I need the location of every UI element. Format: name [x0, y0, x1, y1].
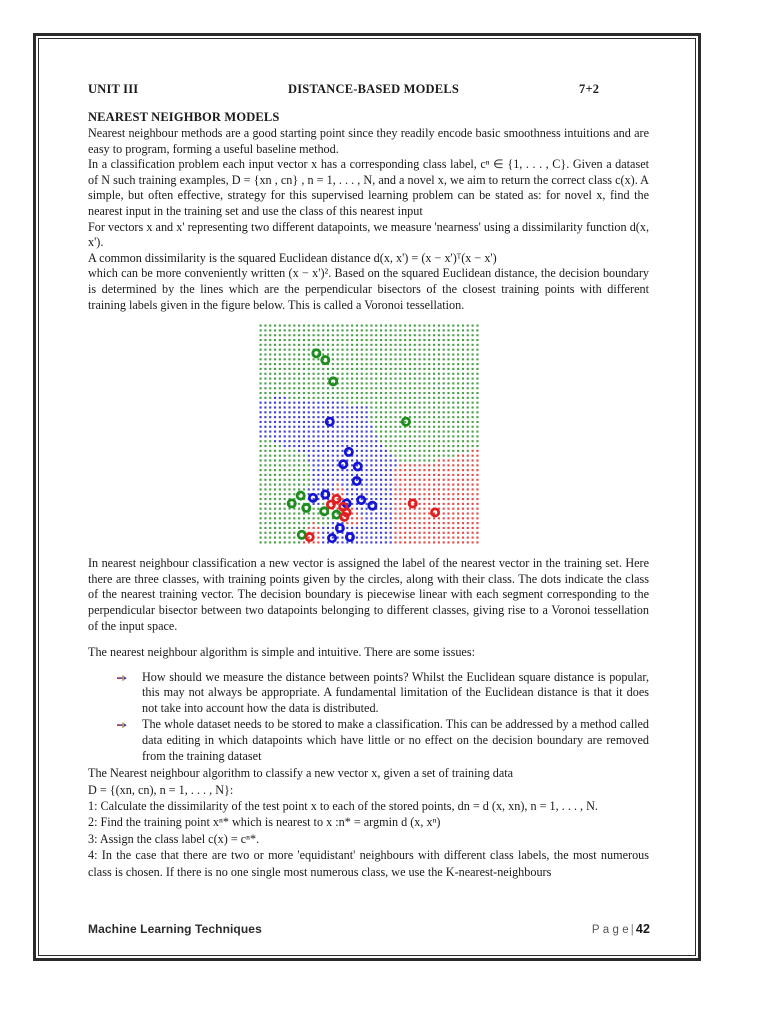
figure-caption: In nearest neighbour classification a new vector is assigned the label of the nearest vector in the training set. Here there are three classes, with training points given by the circles, along with their class. The dots indicate the class of the nearest training vector. The decision boundary is piecewise linear with each segment corresponding to the perpendicular bisector between two datapoints belonging to different classes, giving rise to a Voronoi tessellation of the input space. — [88, 556, 649, 633]
paragraph-vectors: For vectors x and x' representing two different datapoints, we measure 'nearness' using a dissimilarity function d(x, x'). — [88, 219, 649, 250]
paragraph-dissimilarity: A common dissimilarity is the squared Euclidean distance d(x, x') = (x − x')ᵀ(x − x') — [88, 250, 497, 265]
algorithm-step-4: 4: In the case that there are two or more 'equidistant' neighbours with different class labels, the most numerous class is chosen. If there is no one single most numerous class, we use the K-nearest-neighbours — [88, 848, 649, 879]
paragraph-issues-lead: The nearest neighbour algorithm is simple and intuitive. There are some issues: — [88, 645, 475, 660]
header-unit: UNIT III — [88, 82, 139, 96]
footer-page-label: P a g e — [591, 924, 629, 936]
chart-background — [257, 322, 481, 546]
list-item-text: How should we measure the distance between points? Whilst the Euclidean square distance is popular, this may not always be appropriate. A fundamental limitation of the Euclidean distance is that it does not take into account how the data is distributed. — [142, 669, 649, 715]
footer-separator: | — [630, 924, 634, 936]
footer-page-number: 42 — [635, 922, 650, 936]
header-title: DISTANCE-BASED MODELS — [288, 82, 460, 96]
page-footer — [88, 922, 650, 936]
paragraph-decision-boundary: which can be more conveniently written (x − x')². Based on the squared Euclidean distance, the decision boundary is determined by the lines which are the perpendicular bisectors of the closest training points with different training labels given in the figure below. This is called a Voronoi tessellation. — [88, 266, 649, 312]
arrow-bullet-icon — [116, 672, 128, 684]
arrow-bullet-icon — [116, 719, 128, 731]
algorithm-step-2: 2: Find the training point xⁿ* which is nearest to x :n* = argmin d (x, xⁿ) — [88, 815, 441, 830]
list-item — [116, 717, 649, 764]
issues-list — [88, 670, 649, 765]
list-item-text: The whole dataset needs to be stored to make a classification. This can be addressed by a method called data editing in which datapoints which have little or no effect on the decision boundary are removed from the training dataset — [142, 717, 649, 763]
paragraph-intro: Nearest neighbour methods are a good starting point since they readily encode basic smoothness intuitions and are easy to program, forming a useful baseline method. — [88, 126, 649, 156]
footer-page-indicator — [592, 922, 650, 936]
voronoi-figure-container — [88, 322, 649, 546]
page-border-frame — [33, 33, 701, 961]
paragraph-classification: In a classification problem each input vector x has a corresponding class label, cⁿ ∈ {1, . . . , C}. Given a dataset of N such training examples, D = {xn , cn} , n = 1, . . . , N, and a novel x, we aim to return the correct class c(x). A simple, but often effective, strategy for this supervised learning problem can be stated as: for novel x, find the nearest input in the training set and use the class of this nearest input — [88, 157, 649, 218]
document-header — [88, 82, 649, 97]
algorithm-step-1: 1: Calculate the dissimilarity of the test point x to each of the stored points, dn = d (x, xn), n = 1, . . . , N. — [88, 799, 598, 814]
list-item — [116, 670, 649, 717]
algorithm-lead: The Nearest neighbour algorithm to classify a new vector x, given a set of training data — [88, 766, 514, 781]
voronoi-tessellation-chart — [250, 322, 488, 546]
algorithm-dataset: D = {(xn, cn), n = 1, . . . , N}: — [88, 782, 234, 797]
section-title: NEAREST NEIGHBOR MODELS — [88, 110, 280, 124]
page-content — [88, 82, 649, 922]
header-marks: 7+2 — [579, 82, 600, 96]
footer-document-title: Machine Learning Techniques — [88, 922, 262, 936]
algorithm-step-3: 3: Assign the class label c(x) = cⁿ*. — [88, 831, 260, 846]
